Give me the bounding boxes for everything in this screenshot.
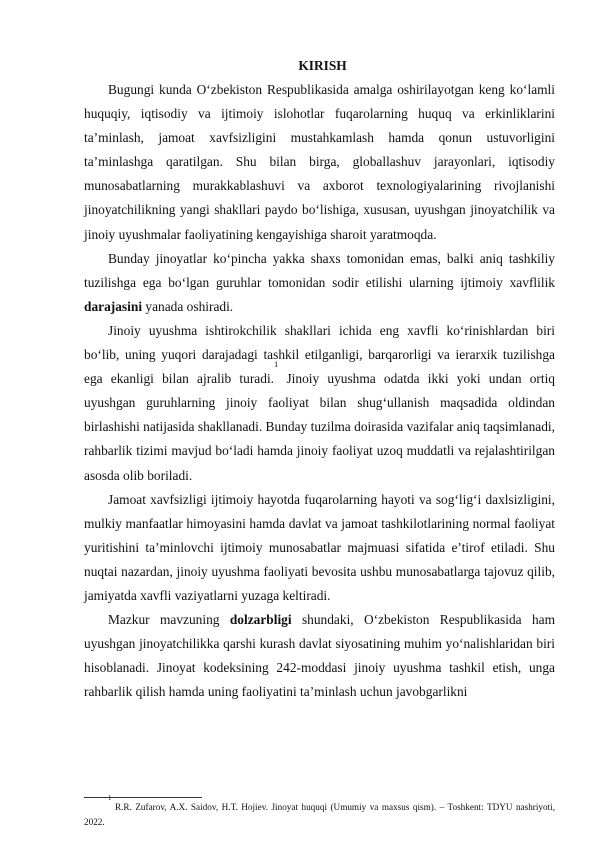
paragraph-crimes-text-b: yanada oshiradi. (142, 298, 234, 314)
bold-term-dolzarbligi: dolzarbligi (229, 612, 292, 628)
paragraph-crimes-text-a: Bunday jinoyatlar ko‘pincha yakka shaxs tomonidan emas, balki aniq tashkiliy tuzilishga ega bo‘lgan guruhlar tomonidan sodir etilishi ularning ijtimoiy xavflilik (84, 250, 555, 290)
page-title: KIRISH (298, 58, 347, 73)
footnote (84, 794, 555, 830)
paragraph-relevance-text-a: Mazkur mavzuning (108, 612, 230, 628)
footnote-separator (84, 797, 202, 798)
bold-term-darajasini: darajasini (84, 298, 143, 314)
footnote-mark: 1 (108, 794, 112, 802)
paragraph-public-safety: Jamoat xavfsizligi ijtimoiy hayotda fuqarolarning hayoti va sog‘lig‘i daxlsizligini, mulkiy manfaatlar himoyasini hamda davlat va jamoat tashkilotlarining normal faoliyat yuritishini ta’minlovchi ijtimoiy munosabatlar majmuasi sifatida e’tirof etiladi. Shu nuqtai nazardan, jinoiy uyushma faoliyati bevosita ushbu munosabatlarga tajovuz qilib, jamiyatda xavfli vaziyatlarni yuzaga keltiradi. (84, 491, 555, 603)
paragraph-relevance (84, 608, 555, 704)
paragraph-intro: Bugungi kunda O‘zbekiston Respublikasida amalga oshirilayotgan keng ko‘lamli huquqiy, iqtisodiy va ijtimoiy islohotlar fuqarolarning huquq va erkinliklarini ta’minlash, jamoat xavfsizligini mustahkamlash hamda qonun ustuvorligini ta’minlashga qaratilgan. Shu bilan birga, globallashuv jarayonlari, iqtisodiy munosabatlarning murakkablashuvi va axborot texnologiyalarining rivojlanishi jinoyatchilikning yangi shakllari paydo bo‘lishiga, xususan, uyushgan jinoyatchilik va jinoiy uyushmalar faoliyatining kengayishiga sharoit yaratmoqda. (84, 82, 555, 242)
footnote-text: R.R. Zufarov, A.X. Saidov, H.T. Hojiev. Jinoyat huquqi (Umumiy va maxsus qism). – Toshkent: TDYU nashriyoti, 2022. (84, 802, 555, 827)
paragraph-association-text-a: Jinoiy uyushma ishtirokchilik shakllari ichida eng xavfli ko‘rinishlardan biri bo‘lib, uning yuqori darajadagi tashkil etilganligi, barqarorligi va ierarxik tuzilishga ega ekanligi bilan ajralib turadi. (84, 322, 555, 387)
footnote-reference[interactable]: 1 (274, 359, 279, 370)
paragraph-criminal-association (84, 319, 555, 488)
document-page (84, 56, 555, 704)
paragraph-relevance-text-b: shundaki, O‘zbekiston Respublikasida ham uyushgan jinoyatchilikka qarshi kurash davlat siyosatining muhim yo‘nalishlaridan biri hisoblanadi. Jinoyat kodeksining 242-moddasi jinoiy uyushma tashkil etish, unga rahbarlik qilish hamda uning faoliyatini ta’minlash uchun javobgarlikni (84, 612, 555, 700)
paragraph-association-text-b: Jinoiy uyushma odatda ikki yoki undan ortiq uyushgan guruhlarning jinoiy faoliyat bilan shug‘ullanish maqsadida oldindan birlashishi natijasida shakllanadi. Bunday tuzilma doirasida vazifalar aniq taqsimlanadi, rahbarlik tizimi mavjud bo‘ladi hamda jinoiy faoliyat uzoq muddatli va rejalashtirilgan asosda olib boriladi. (84, 371, 555, 483)
paragraph-crimes (84, 247, 555, 319)
